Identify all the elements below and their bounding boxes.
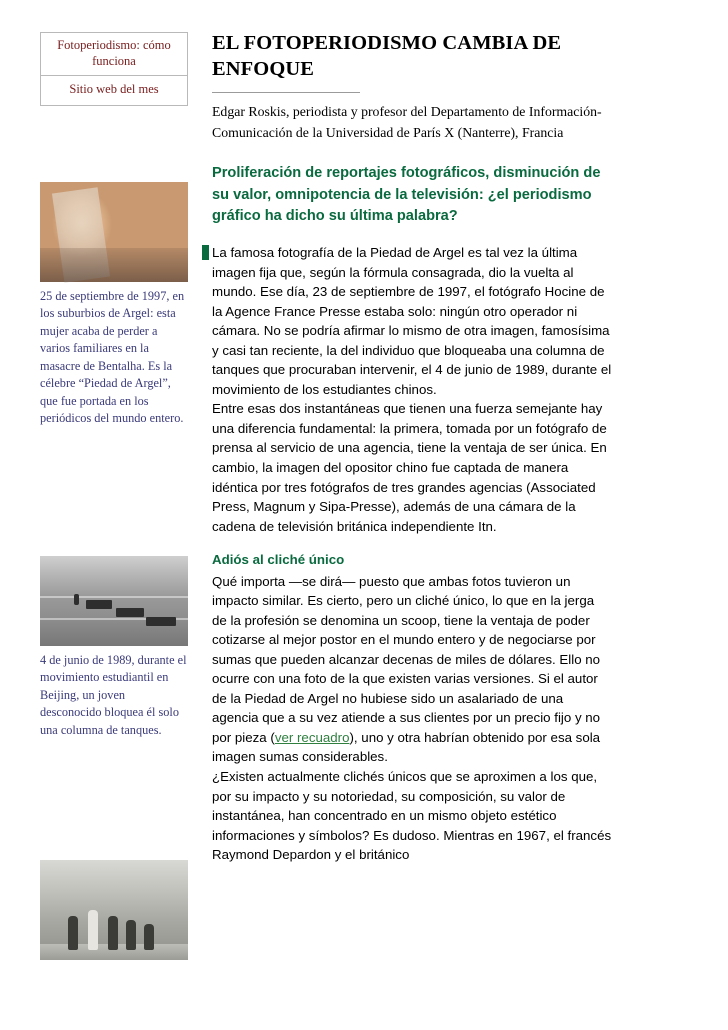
green-bar-marker [202, 245, 209, 260]
article-body [212, 243, 612, 864]
title-divider [212, 92, 360, 93]
paragraph-3-text-b: ), uno y otra habrían obtenido por esa sola imagen sumas considerables. [212, 729, 601, 765]
paragraph-1-text: La famosa fotografía de la Piedad de Argel es tal vez la última imagen fija que, según la fórmula consagrada, dio la vuelta al mundo. Ese día, 23 de septiembre de 1997, el fotógrafo Hocine de la Agence France Presse estaba solo: ningún otro operador ni cámara. No se podría afirmar lo mismo de otra imagen, famosísima y casi tan reciente, la del individuo que bloqueaba una columna de tanques que procuraban intervenir, el 4 de junio de 1989, durante el movimiento de los estudiantes chinos. [212, 245, 612, 397]
photo-caption-2: 4 de junio de 1989, durante el movimiento estudiantil en Beijing, un joven desconocido bloquea él solo una columna de tanques. [40, 653, 187, 737]
paragraph-4: ¿Existen actualmente clichés únicos que se aproximen a los que, por su impacto y su notoriedad, su composición, su valor de instantánea, han concentrado en un mismo objeto estético informaciones y símbolos? Es dudoso. Mientras en 1967, el francés Raymond Depardon y el británico [212, 768, 612, 863]
paragraph-2: Entre esas dos instantáneas que tienen una fuerza semejante hay una diferencia fundamental: la primera, tomada por un fotógrafo de prensa al servicio de una agencia, tiene la ventaja de ser única. En cambio, la imagen del opositor chino fue captada de manera idéntica por tres fotógrafos de tres grandes agencias (Associated Press, Magnum y Sipa-Presse), además de una cámara de la cadena de televisión británica independiente Itn. [212, 401, 607, 534]
figure-shape [126, 920, 136, 950]
paragraph-3 [212, 572, 612, 767]
standfirst: Proliferación de reportajes fotográficos, disminución de su valor, omnipotencia de la televisión: ¿el periodismo gráfico ha dicho su última palabra? [212, 165, 601, 224]
sidebox-link-fotoperiodismo[interactable]: Fotoperiodismo: cómo funciona [57, 38, 171, 68]
photo-tiananmen-tanques [40, 556, 188, 646]
article-content [212, 30, 612, 865]
figure-shape [68, 916, 78, 950]
figure-shape [144, 924, 154, 950]
paragraph-3-text-a: Qué importa —se dirá— puesto que ambas fotos tuvieron un impacto similar. Es cierto, pero un cliché único, lo que en la jerga de la profesión se denomina un scoop, tiene la ventaja de poder cotizarse al mejor postor en el mundo entero y de negociarse por sumas que pueden alcanzar decenas de miles de dólares. Ello no ocurre con una foto de la que existen varias versiones. Si el autor de la Piedad de Argel no hubiese sido un asalariado de una agencia que a su vez atiende a sus clientes por un precio fijo y no por pieza ( [212, 573, 601, 745]
tank-shape [146, 617, 176, 626]
figure-shape [108, 916, 118, 950]
photo-block-2 [40, 556, 188, 739]
man-shape [74, 594, 79, 605]
photo-pieta-de-argel [40, 182, 188, 282]
sidebar [40, 32, 190, 106]
section-heading-adios-al-cliche-unico: Adiós al cliché único [212, 552, 345, 568]
ver-recuadro-link[interactable]: ver recuadro [274, 729, 350, 745]
tank-shape [86, 600, 112, 609]
photo-block-3 [40, 860, 188, 960]
page-title: EL FOTOPERIODISMO CAMBIA DE ENFOQUE [212, 32, 562, 81]
road-line [40, 596, 188, 598]
figure-shape [88, 910, 98, 950]
tank-shape [116, 608, 144, 617]
sidebox-link-sitio-web[interactable]: Sitio web del mes [41, 75, 187, 105]
photo-vietnam-napalm [40, 860, 188, 960]
paragraph-1 [212, 243, 612, 399]
sidebox [40, 32, 188, 106]
photo-caption-1: 25 de septiembre de 1997, en los suburbios de Argel: esta mujer acaba de perder a varios familiares en la masacre de Bentalha. Es la célebre “Piedad de Argel”, que fue portada en los periódicos del mundo entero. [40, 289, 185, 426]
photo-block-1 [40, 182, 188, 428]
byline: Edgar Roskis, periodista y profesor del Departamento de Información-Comunicación de la Universidad de París X (Nanterre), Francia [212, 104, 602, 140]
